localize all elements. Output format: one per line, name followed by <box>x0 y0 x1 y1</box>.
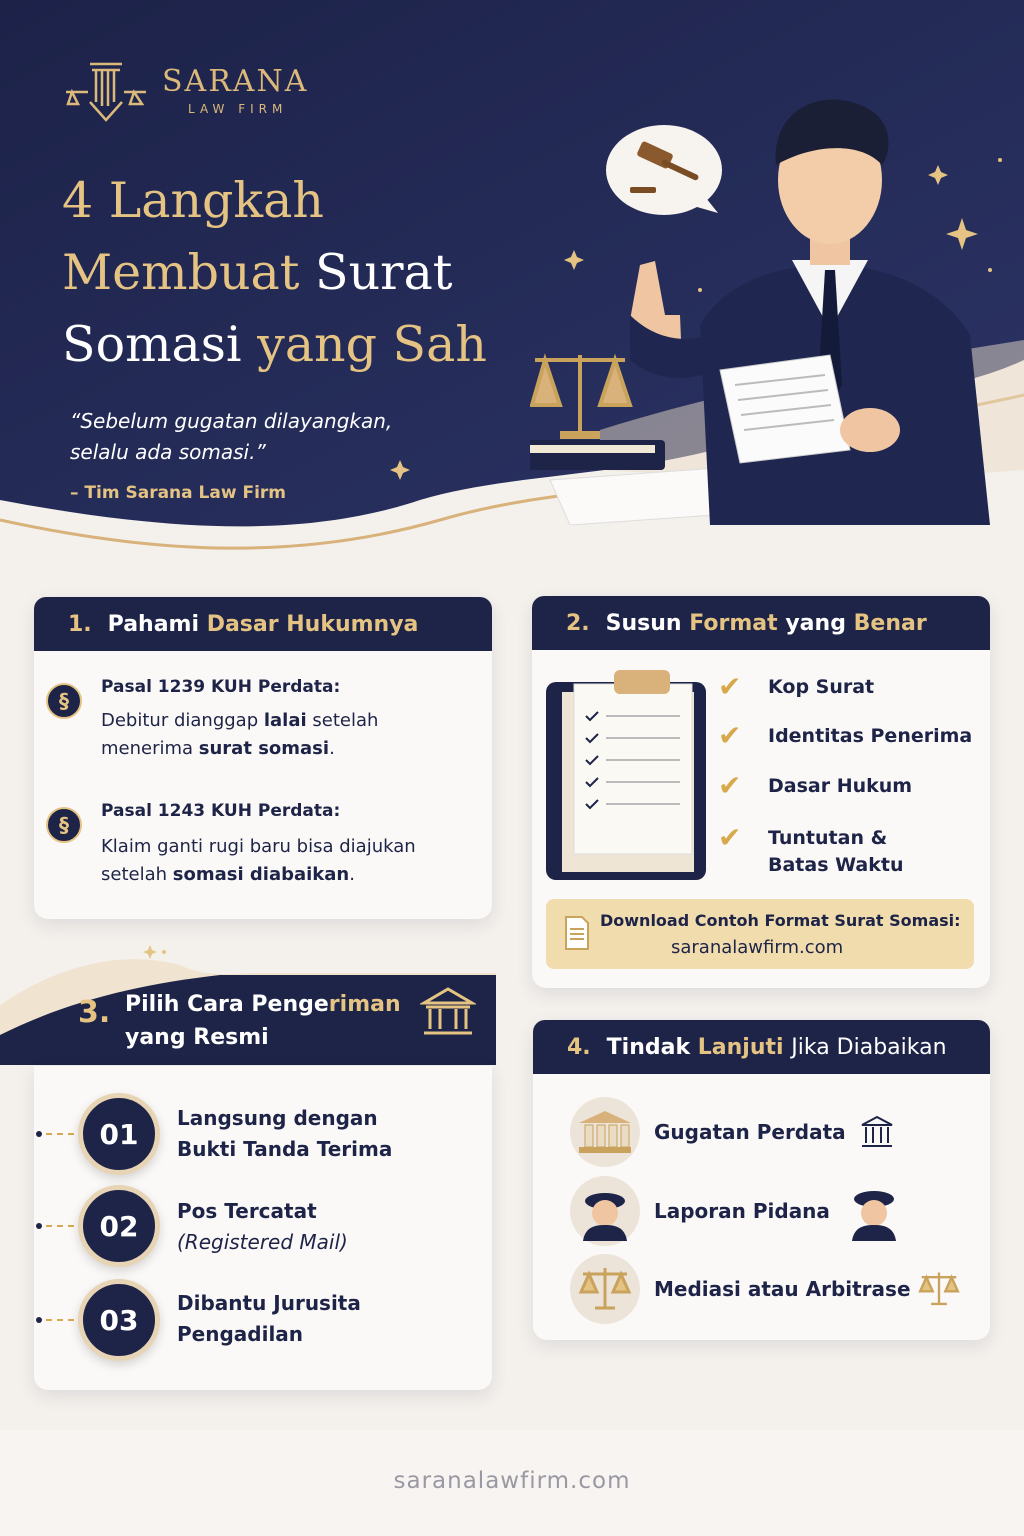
hero-banner <box>0 0 1024 600</box>
section-sign-icon: § <box>46 807 82 843</box>
follow-up-option: Mediasi atau Arbitrase <box>570 1254 961 1324</box>
law-article-title: Pasal 1239 KUH Perdata: <box>101 677 341 697</box>
brand-subtitle: LAW FIRM <box>188 102 288 116</box>
delivery-step-03 <box>36 1279 160 1361</box>
footer-website-link[interactable]: saranalawfirm.com <box>393 1468 631 1494</box>
gavel-speech-bubble-icon <box>606 125 722 215</box>
check-icon: ✔ <box>718 821 742 854</box>
police-officer-icon <box>570 1176 640 1246</box>
section-format-header: 2. Susun Format yang Benar <box>532 596 990 650</box>
police-officer-icon <box>844 1181 904 1241</box>
checklist-item: ✔ Tuntutan & Batas Waktu <box>718 821 904 876</box>
delivery-step-text: Pos Tercatat (Registered Mail) <box>177 1199 348 1254</box>
delivery-step-02 <box>36 1185 160 1267</box>
step-number-badge: 01 <box>78 1093 160 1175</box>
check-icon: ✔ <box>718 769 742 802</box>
law-article-text: Debitur dianggap lalai setelah menerima surat somasi. <box>101 710 379 759</box>
download-template-button[interactable] <box>546 899 974 969</box>
follow-up-option: Laporan Pidana <box>570 1176 904 1246</box>
delivery-step-01 <box>36 1093 160 1175</box>
step-number-badge: 02 <box>78 1185 160 1267</box>
pillar-scales-icon <box>62 56 150 126</box>
courthouse-icon <box>860 1115 894 1149</box>
law-article-text: Klaim ganti rugi baru bisa diajukan setelah somasi diabaikan. <box>101 836 416 885</box>
download-link[interactable]: saranalawfirm.com <box>671 937 844 958</box>
brand-logo[interactable] <box>62 56 308 126</box>
checklist-item: ✔ Dasar Hukum <box>718 769 913 802</box>
section-sign-icon: § <box>46 683 82 719</box>
law-article-title: Pasal 1243 KUH Perdata: <box>101 801 341 821</box>
lawyer-illustration <box>530 85 990 525</box>
section-legal-basis-card <box>34 597 492 919</box>
section-delivery-title: Pilih Cara Pengeriman yang Resmi <box>125 992 401 1050</box>
scales-icon <box>917 1269 961 1309</box>
document-icon <box>564 915 590 951</box>
follow-up-option: Gugatan Perdata <box>570 1097 894 1167</box>
hero-quote: “Sebelum gugatan dilayangkan, selalu ada somasi.” <box>70 409 393 464</box>
courthouse-icon <box>420 985 476 1041</box>
scales-icon <box>570 1254 640 1324</box>
step-number-badge: 03 <box>78 1279 160 1361</box>
download-title: Download Contoh Format Surat Somasi: <box>600 911 961 930</box>
page-footer <box>0 1430 1024 1536</box>
section-follow-up-header: 4. Tindak Lanjuti Jika Diabaikan <box>533 1020 990 1074</box>
checklist-item: ✔ Kop Surat <box>718 670 875 703</box>
delivery-step-text: Dibantu Jurusita Pengadilan <box>177 1291 361 1346</box>
courthouse-icon <box>570 1097 640 1167</box>
check-icon: ✔ <box>718 719 742 752</box>
brand-name: SARANA <box>162 64 309 99</box>
clipboard-checklist-icon <box>544 668 714 888</box>
scales-of-justice-icon <box>532 355 630 435</box>
check-icon: ✔ <box>718 670 742 703</box>
page-title: 4 Langkah Membuat Surat Somasi yang Sah <box>62 172 487 373</box>
checklist-item: ✔ Identitas Penerima <box>718 719 973 752</box>
section-delivery-header: 3. <box>78 995 111 1030</box>
section-legal-basis-header: 1. Pahami Dasar Hukumnya <box>34 597 492 651</box>
quote-attribution: – Tim Sarana Law Firm <box>70 483 287 503</box>
delivery-step-text: Langsung dengan Bukti Tanda Terima <box>177 1106 393 1161</box>
